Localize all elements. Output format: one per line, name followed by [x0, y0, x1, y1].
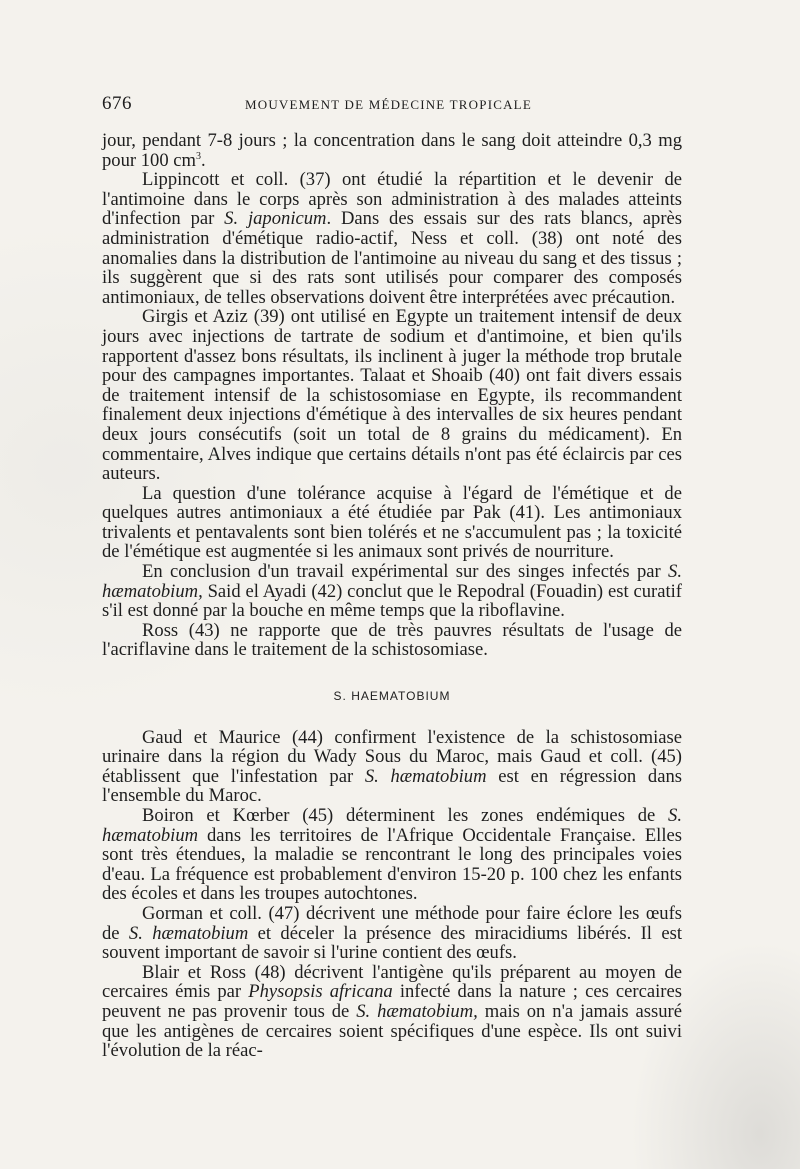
- text-run: Boiron et Kœrber (45) déterminent les zones endémiques de: [142, 805, 669, 826]
- page-number: 676: [102, 93, 132, 114]
- text-run: .: [201, 149, 206, 171]
- species-name: Physopsis africana: [248, 981, 393, 1003]
- text-run: et déceler la présence des miracidiums libérés. Il est souvent important de savoir si l'urine contient des œufs.: [102, 922, 682, 964]
- superscript: 3: [196, 150, 201, 162]
- paragraph-7: [102, 728, 682, 806]
- text-run: . Dans des essais sur des rats blancs, après administration d'émétique radio-actif, Ness et coll. (38) ont noté des anomalies dans la distribution de l'antimoine au niveau du sang et des tissus ; ils suggèrent que si des rats sont utilisés pour comparer des composés antimoniaux, de telles observations doivent être interprétées avec précaution.: [102, 208, 682, 308]
- paragraph-9: [102, 904, 682, 963]
- paragraph-6: Ross (43) ne rapporte que de très pauvres résultats de l'usage de l'acriflavine dans le traitement de la schistosomiase.: [102, 619, 682, 661]
- section-heading: S. HAEMATOBIUM: [333, 689, 451, 704]
- paragraph-4: La question d'une tolérance acquise à l'égard de l'émétique et de quelques autres antimoniaux a été étudiée par Pak (41). Les antimoniaux trivalents et pentavalents sont bien tolérés et ne s'accumulent pas ; la toxicité de l'émétique est augmentée si les animaux sont privés de nourriture.: [102, 482, 682, 563]
- text-run: Gorman et coll. (47) décrivent une méthode pour faire éclore les œufs de: [102, 902, 682, 944]
- text-run: Lippincott et coll. (37) ont étudié la répartition et le devenir de l'antimoine dans le corps après son administration à des malades atteints d'infection par: [102, 169, 682, 230]
- text-run: est en régression dans l'ensemble du Maroc.: [102, 765, 682, 807]
- paragraph-2: [102, 170, 682, 307]
- text-run: En conclusion d'un travail expérimental sur des singes infectés par: [142, 561, 669, 583]
- text-run: dans les territoires de l'Afrique Occidentale Française. Elles sont très étendues, la maladie se rencontrant le long des principales voies d'eau. La fréquence est probablement d'environ 15-20 p. 100 chez les enfants des écoles et dans les troupes autochtones.: [102, 824, 682, 905]
- species-name: S. hæmatobium: [364, 765, 487, 787]
- species-name: S. hæmatobium: [128, 922, 249, 944]
- paragraph-8: [102, 806, 682, 904]
- text-run: Said el Ayadi (42) conclut que le Repodral (Fouadin) est curatif s'il est donné par la bouche en même temps que la riboflavine.: [102, 580, 682, 622]
- text-run: infecté dans la nature ; ces cercaires peuvent ne pas provenir tous de: [102, 981, 682, 1022]
- page-header: [102, 93, 682, 117]
- species-name: S. hæmatobium,: [356, 1000, 478, 1022]
- paragraph-1: [102, 131, 682, 170]
- text-run: Blair et Ross (48) décrivent l'antigène qu'ils préparent au moyen de cercaires émis par: [102, 961, 682, 1003]
- paragraph-3: Girgis et Aziz (39) ont utilisé en Egypte un traitement intensif de deux jours avec injections de tartrate de sodium et d'antimoine, et bien qu'ils rapportent d'assez bons résultats, ils inclinent à juger la méthode trop brutale pour des campagnes importantes. Talaat et Shoaib (40) ont fait divers essais de traitement intensif de la schistosomiase en Egypte, ils recommandent finalement deux injections d'émétique à des intervalles de six heures pendant deux jours consécutifs (soit un total de 8 grains du médicament). En commentaire, Alves indique que certains détails n'ont pas été éclaircis par ces auteurs.: [102, 306, 682, 485]
- text-run: Gaud et Maurice (44) confirment l'existence de la schistosomiase urinaire dans la région du Wady Sous du Maroc, mais Gaud et coll. (45) établissent que l'infestation par: [102, 726, 682, 787]
- body-text: [102, 131, 682, 1061]
- species-name: S. hæmatobium,: [102, 561, 682, 602]
- species-name: S. hæmatobium: [102, 805, 682, 846]
- running-head: MOUVEMENT DE MÉDECINE TROPICALE: [245, 97, 532, 112]
- text-run: jour, pendant 7-8 jours ; la concentration dans le sang doit atteindre 0,3 mg pour 100 cm: [102, 130, 682, 171]
- paragraph-10: [102, 963, 682, 1061]
- text-run: mais on n'a jamais assuré que les antigènes de cercaires soient spécifiques d'une espèce. Ils ont suivi l'évolution de la réac-: [102, 1000, 682, 1062]
- species-name: S. japonicum: [224, 208, 327, 230]
- paragraph-5: [102, 562, 682, 621]
